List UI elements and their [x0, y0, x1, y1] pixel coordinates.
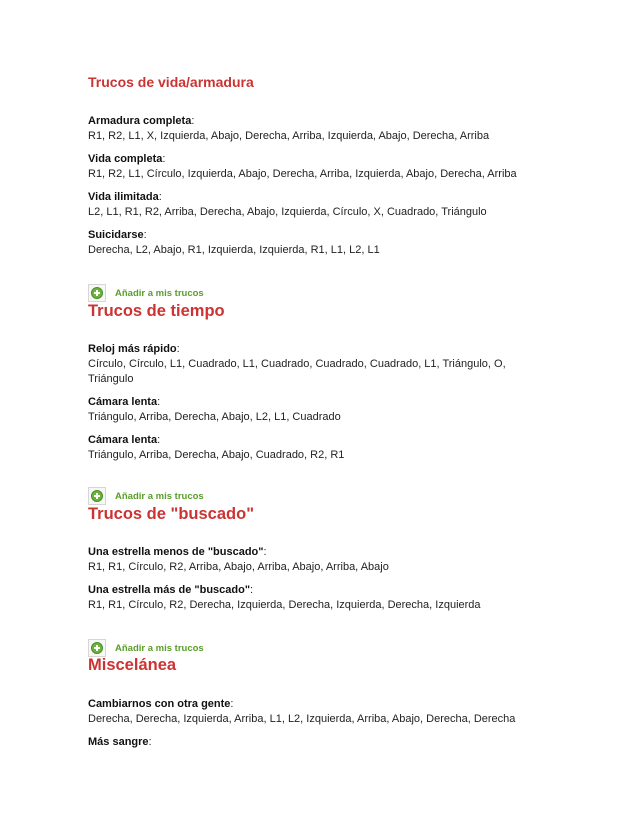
cheat-combo: Triángulo, Arriba, Derecha, Abajo, L2, L1, Cuadrado	[88, 411, 341, 423]
cheat-item: Reloj más rápido: Círculo, Círculo, L1, Cuadrado, L1, Cuadrado, Cuadrado, Cuadrado, L1, Triángulo, O, Triángulo	[88, 342, 618, 387]
add-to-my-cheats-label: Añadir a mis trucos	[115, 490, 204, 502]
section-title-buscado: Trucos de "buscado"	[88, 505, 255, 523]
cheat-item: Más sangre:	[88, 736, 152, 748]
cheat-combo: Derecha, Derecha, Izquierda, Arriba, L1, L2, Izquierda, Arriba, Abajo, Derecha, Derecha	[88, 713, 516, 725]
section-title-vida-armadura: Trucos de vida/armadura	[88, 74, 254, 90]
cheat-name: Una estrella menos de "buscado"	[88, 546, 264, 558]
cheat-name: Suicidarse	[88, 229, 144, 241]
add-to-my-cheats-button[interactable]	[88, 487, 204, 505]
cheat-name: Cámara lenta	[88, 434, 158, 446]
cheat-name: Más sangre	[88, 736, 149, 748]
add-to-my-cheats-button[interactable]	[88, 639, 204, 657]
cheat-item: Cámara lenta: Triángulo, Arriba, Derecha, Abajo, Cuadrado, R2, R1	[88, 433, 618, 463]
cheat-name: Cambiarnos con otra gente	[88, 698, 231, 710]
cheat-combo: L2, L1, R1, R2, Arriba, Derecha, Abajo, Izquierda, Círculo, X, Cuadrado, Triángulo	[88, 206, 487, 218]
cheat-combo: R1, R2, L1, X, Izquierda, Abajo, Derecha, Arriba, Izquierda, Abajo, Derecha, Arriba	[88, 130, 490, 142]
cheat-item: Cambiarnos con otra gente: Derecha, Derecha, Izquierda, Arriba, L1, L2, Izquierda, Arriba, Abajo, Derecha, Derecha	[88, 697, 618, 727]
cheat-combo: Círculo, Círculo, L1, Cuadrado, L1, Cuadrado, Cuadrado, Cuadrado, L1, Triángulo, O, Triángulo	[88, 358, 506, 385]
plus-circle-icon	[88, 487, 106, 505]
cheat-name: Armadura completa	[88, 115, 192, 127]
cheat-item: Vida completa: R1, R2, L1, Círculo, Izquierda, Abajo, Derecha, Arriba, Izquierda, Abajo, Derecha, Arriba	[88, 152, 618, 182]
cheat-name: Una estrella más de "buscado"	[88, 584, 251, 596]
plus-circle-icon	[88, 284, 106, 302]
cheat-item: Vida ilimitada: L2, L1, R1, R2, Arriba, Derecha, Abajo, Izquierda, Círculo, X, Cuadrado, Triángulo	[88, 190, 618, 220]
cheat-item: Cámara lenta: Triángulo, Arriba, Derecha, Abajo, L2, L1, Cuadrado	[88, 395, 618, 425]
cheat-item: Suicidarse: Derecha, L2, Abajo, R1, Izquierda, Izquierda, R1, L1, L2, L1	[88, 228, 618, 258]
cheat-item: Una estrella más de "buscado": R1, R1, Círculo, R2, Derecha, Izquierda, Derecha, Izquierda, Derecha, Izquierda	[88, 583, 618, 613]
cheat-name: Vida ilimitada	[88, 191, 159, 203]
cheat-name: Cámara lenta	[88, 396, 158, 408]
cheat-combo: R1, R1, Círculo, R2, Arriba, Abajo, Arriba, Abajo, Arriba, Abajo	[88, 561, 389, 573]
plus-circle-icon	[88, 639, 106, 657]
add-to-my-cheats-label: Añadir a mis trucos	[115, 287, 204, 299]
cheat-item: Armadura completa: R1, R2, L1, X, Izquierda, Abajo, Derecha, Arriba, Izquierda, Abajo, Derecha, Arriba	[88, 114, 618, 144]
cheat-item: Una estrella menos de "buscado": R1, R1, Círculo, R2, Arriba, Abajo, Arriba, Abajo, Arriba, Abajo	[88, 545, 618, 575]
cheat-name: Vida completa	[88, 153, 163, 165]
section-title-tiempo: Trucos de tiempo	[88, 302, 225, 320]
add-to-my-cheats-button[interactable]	[88, 284, 204, 302]
cheat-combo: R1, R2, L1, Círculo, Izquierda, Abajo, Derecha, Arriba, Izquierda, Abajo, Derecha, Arriba	[88, 168, 517, 180]
cheat-name: Reloj más rápido	[88, 343, 177, 355]
cheat-combo: Triángulo, Arriba, Derecha, Abajo, Cuadrado, R2, R1	[88, 449, 345, 461]
cheat-combo: R1, R1, Círculo, R2, Derecha, Izquierda, Derecha, Izquierda, Derecha, Izquierda	[88, 599, 481, 611]
add-to-my-cheats-label: Añadir a mis trucos	[115, 642, 204, 654]
section-title-miscelanea: Miscelánea	[88, 656, 177, 674]
cheat-combo: Derecha, L2, Abajo, R1, Izquierda, Izquierda, R1, L1, L2, L1	[88, 244, 380, 256]
